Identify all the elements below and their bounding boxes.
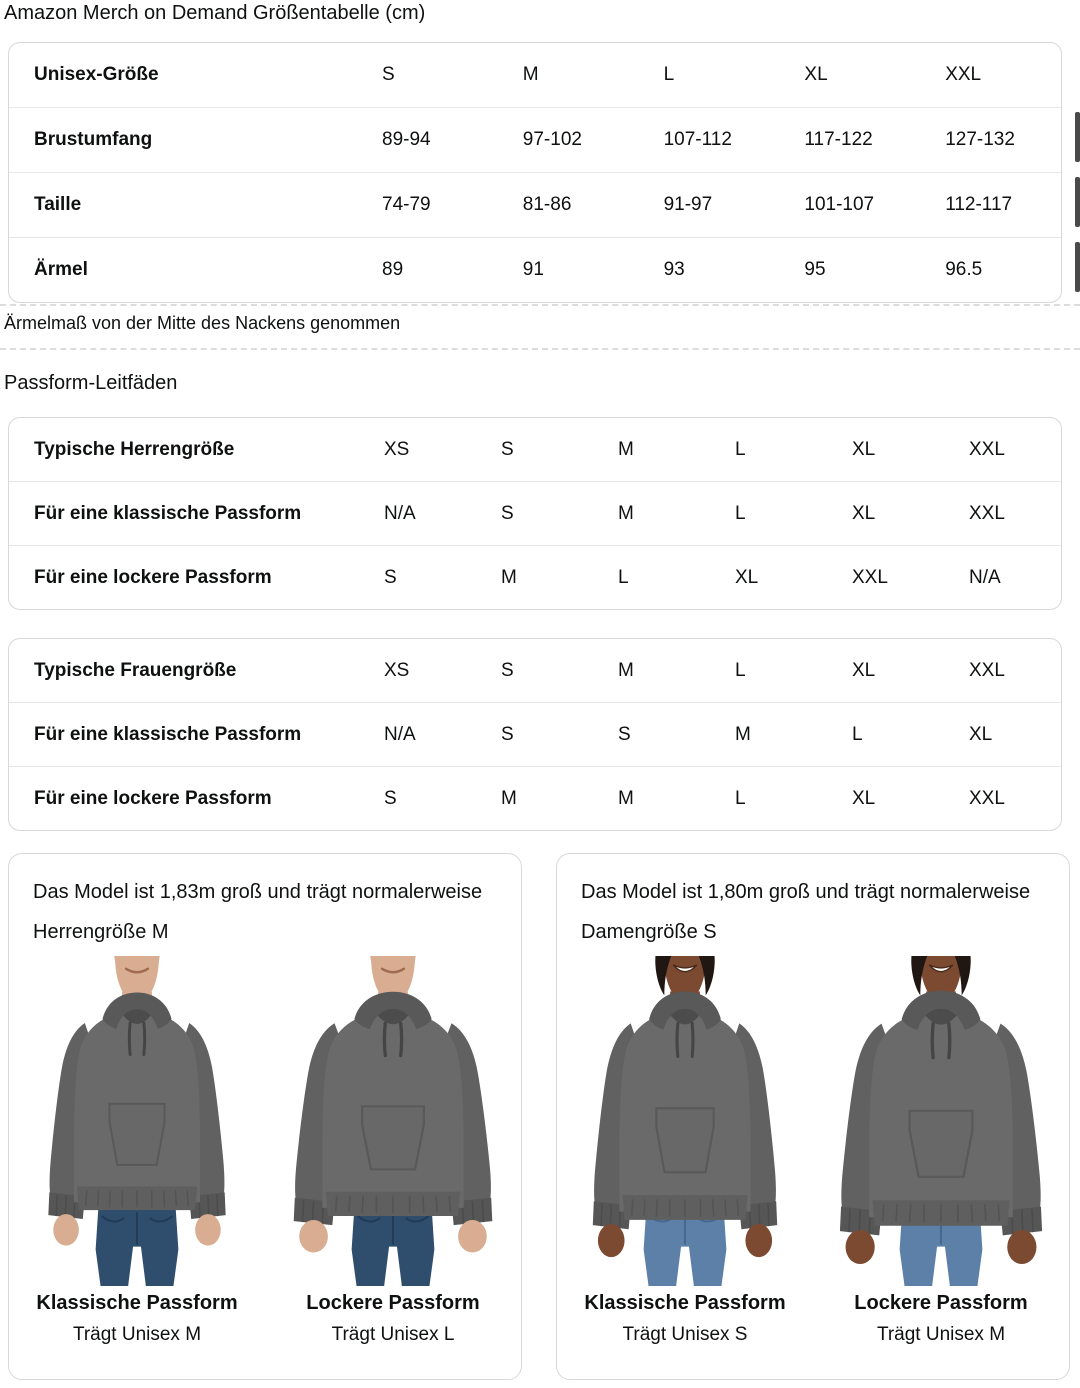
size-cell: XXL <box>969 659 1005 681</box>
size-cell: XL <box>852 787 876 809</box>
model-figures <box>557 956 1069 1346</box>
size-cell: S <box>618 723 631 745</box>
size-cell: XXL <box>945 64 982 85</box>
size-cell: XS <box>384 438 410 460</box>
table-row <box>9 237 1061 302</box>
table-row <box>9 418 1061 481</box>
divider-dashed <box>0 348 1080 350</box>
size-cell: XXL <box>852 566 888 588</box>
model-description: Das Model ist 1,80m groß und trägt normalerweise Damengröße S <box>581 881 1031 943</box>
table-row <box>9 481 1061 545</box>
row-label: Für eine klassische Passform <box>34 502 302 524</box>
model-figures <box>9 956 521 1346</box>
womens-model-card <box>556 853 1070 1380</box>
size-cell: L <box>735 659 746 681</box>
size-cell: M <box>618 438 634 460</box>
size-cell: XL <box>969 723 993 745</box>
value-cell: 74-79 <box>382 194 431 215</box>
size-cell: XL <box>852 438 876 460</box>
table-row <box>9 702 1061 766</box>
fit-label: Klassische Passform <box>36 1292 238 1314</box>
size-cell: S <box>501 723 514 745</box>
size-cell: XL <box>804 64 828 85</box>
mens-fit-table <box>8 417 1062 610</box>
size-cell: M <box>735 723 751 745</box>
value-cell: 101-107 <box>804 194 875 215</box>
size-cell: M <box>501 787 517 809</box>
row-scrollbar-thumb[interactable] <box>1075 177 1080 227</box>
value-cell: 93 <box>663 259 685 280</box>
value-cell: 95 <box>804 259 826 280</box>
sleeve-measure-note: Ärmelmaß von der Mitte des Nackens genommen <box>4 313 401 333</box>
size-cell: S <box>384 787 397 809</box>
fit-label: Lockere Passform <box>854 1292 1028 1314</box>
size-cell: XXL <box>969 438 1005 460</box>
unisex-size-table <box>8 42 1062 303</box>
row-label: Für eine lockere Passform <box>34 787 272 809</box>
model-description: Das Model ist 1,83m groß und trägt normalerweise Herrengröße M <box>33 881 483 943</box>
model-photo <box>822 956 1060 1286</box>
fit-guides-section-title: Passform-Leitfäden <box>4 372 178 394</box>
value-cell: 117-122 <box>804 129 873 150</box>
value-cell: 107-112 <box>663 129 732 150</box>
value-cell: 89-94 <box>382 129 431 150</box>
row-label: Taille <box>34 194 82 215</box>
worn-size-label: Trägt Unisex L <box>331 1324 455 1345</box>
size-cell: N/A <box>384 723 416 745</box>
size-cell: L <box>735 787 746 809</box>
model-photo <box>18 956 256 1286</box>
model-figure-loose <box>265 956 521 1346</box>
table-row <box>9 107 1061 172</box>
fit-label: Klassische Passform <box>584 1292 786 1314</box>
size-cell: S <box>501 502 514 524</box>
size-cell: L <box>735 502 746 524</box>
value-cell: 127-132 <box>945 129 1015 150</box>
worn-size-label: Trägt Unisex S <box>622 1324 748 1345</box>
row-label: Ärmel <box>34 259 88 280</box>
table-row <box>9 545 1061 609</box>
size-cell: XXL <box>969 502 1005 524</box>
size-cell: S <box>384 566 397 588</box>
row-label: Brustumfang <box>34 129 153 150</box>
table-row <box>9 639 1061 702</box>
row-label: Typische Frauengröße <box>34 659 237 681</box>
size-cell: L <box>852 723 863 745</box>
table-row <box>9 766 1061 830</box>
size-cell: XXL <box>969 787 1005 809</box>
value-cell: 97-102 <box>522 129 582 150</box>
model-figure-classic <box>557 956 813 1346</box>
row-scrollbar-thumb[interactable] <box>1075 242 1080 292</box>
size-cell: M <box>522 64 539 85</box>
row-label: Typische Herrengröße <box>34 438 235 460</box>
table-row <box>9 172 1061 237</box>
size-cell: M <box>501 566 517 588</box>
size-cell: XL <box>852 659 876 681</box>
size-cell: L <box>663 64 675 85</box>
size-cell: L <box>618 566 629 588</box>
value-cell: 91-97 <box>663 194 713 215</box>
value-cell: 91 <box>522 259 544 280</box>
size-cell: L <box>735 438 746 460</box>
size-cell: S <box>501 659 514 681</box>
size-cell: N/A <box>969 566 1001 588</box>
value-cell: 96.5 <box>945 259 983 280</box>
womens-fit-table <box>8 638 1062 831</box>
model-figure-classic <box>9 956 265 1346</box>
size-cell: S <box>501 438 514 460</box>
row-label: Unisex-Größe <box>34 64 159 85</box>
worn-size-label: Trägt Unisex M <box>72 1324 202 1345</box>
value-cell: 89 <box>382 259 404 280</box>
worn-size-label: Trägt Unisex M <box>876 1324 1006 1345</box>
page-title: Amazon Merch on Demand Größentabelle (cm) <box>4 2 426 24</box>
model-photo <box>566 956 804 1286</box>
row-scrollbar-thumb[interactable] <box>1075 112 1080 162</box>
row-label: Für eine lockere Passform <box>34 566 272 588</box>
mens-model-card <box>8 853 522 1380</box>
size-cell: M <box>618 502 634 524</box>
model-photo <box>274 956 512 1286</box>
table-header-row <box>9 43 1061 107</box>
size-cell: M <box>618 787 634 809</box>
size-cell: XL <box>735 566 759 588</box>
size-cell: XS <box>384 659 410 681</box>
divider-dashed <box>0 304 1080 306</box>
row-label: Für eine klassische Passform <box>34 723 302 745</box>
size-cell: M <box>618 659 634 681</box>
fit-label: Lockere Passform <box>306 1292 480 1314</box>
size-cell: S <box>382 64 395 85</box>
size-cell: N/A <box>384 502 416 524</box>
value-cell: 112-117 <box>945 194 1013 215</box>
size-cell: XL <box>852 502 876 524</box>
model-figure-loose <box>813 956 1069 1346</box>
value-cell: 81-86 <box>522 194 572 215</box>
